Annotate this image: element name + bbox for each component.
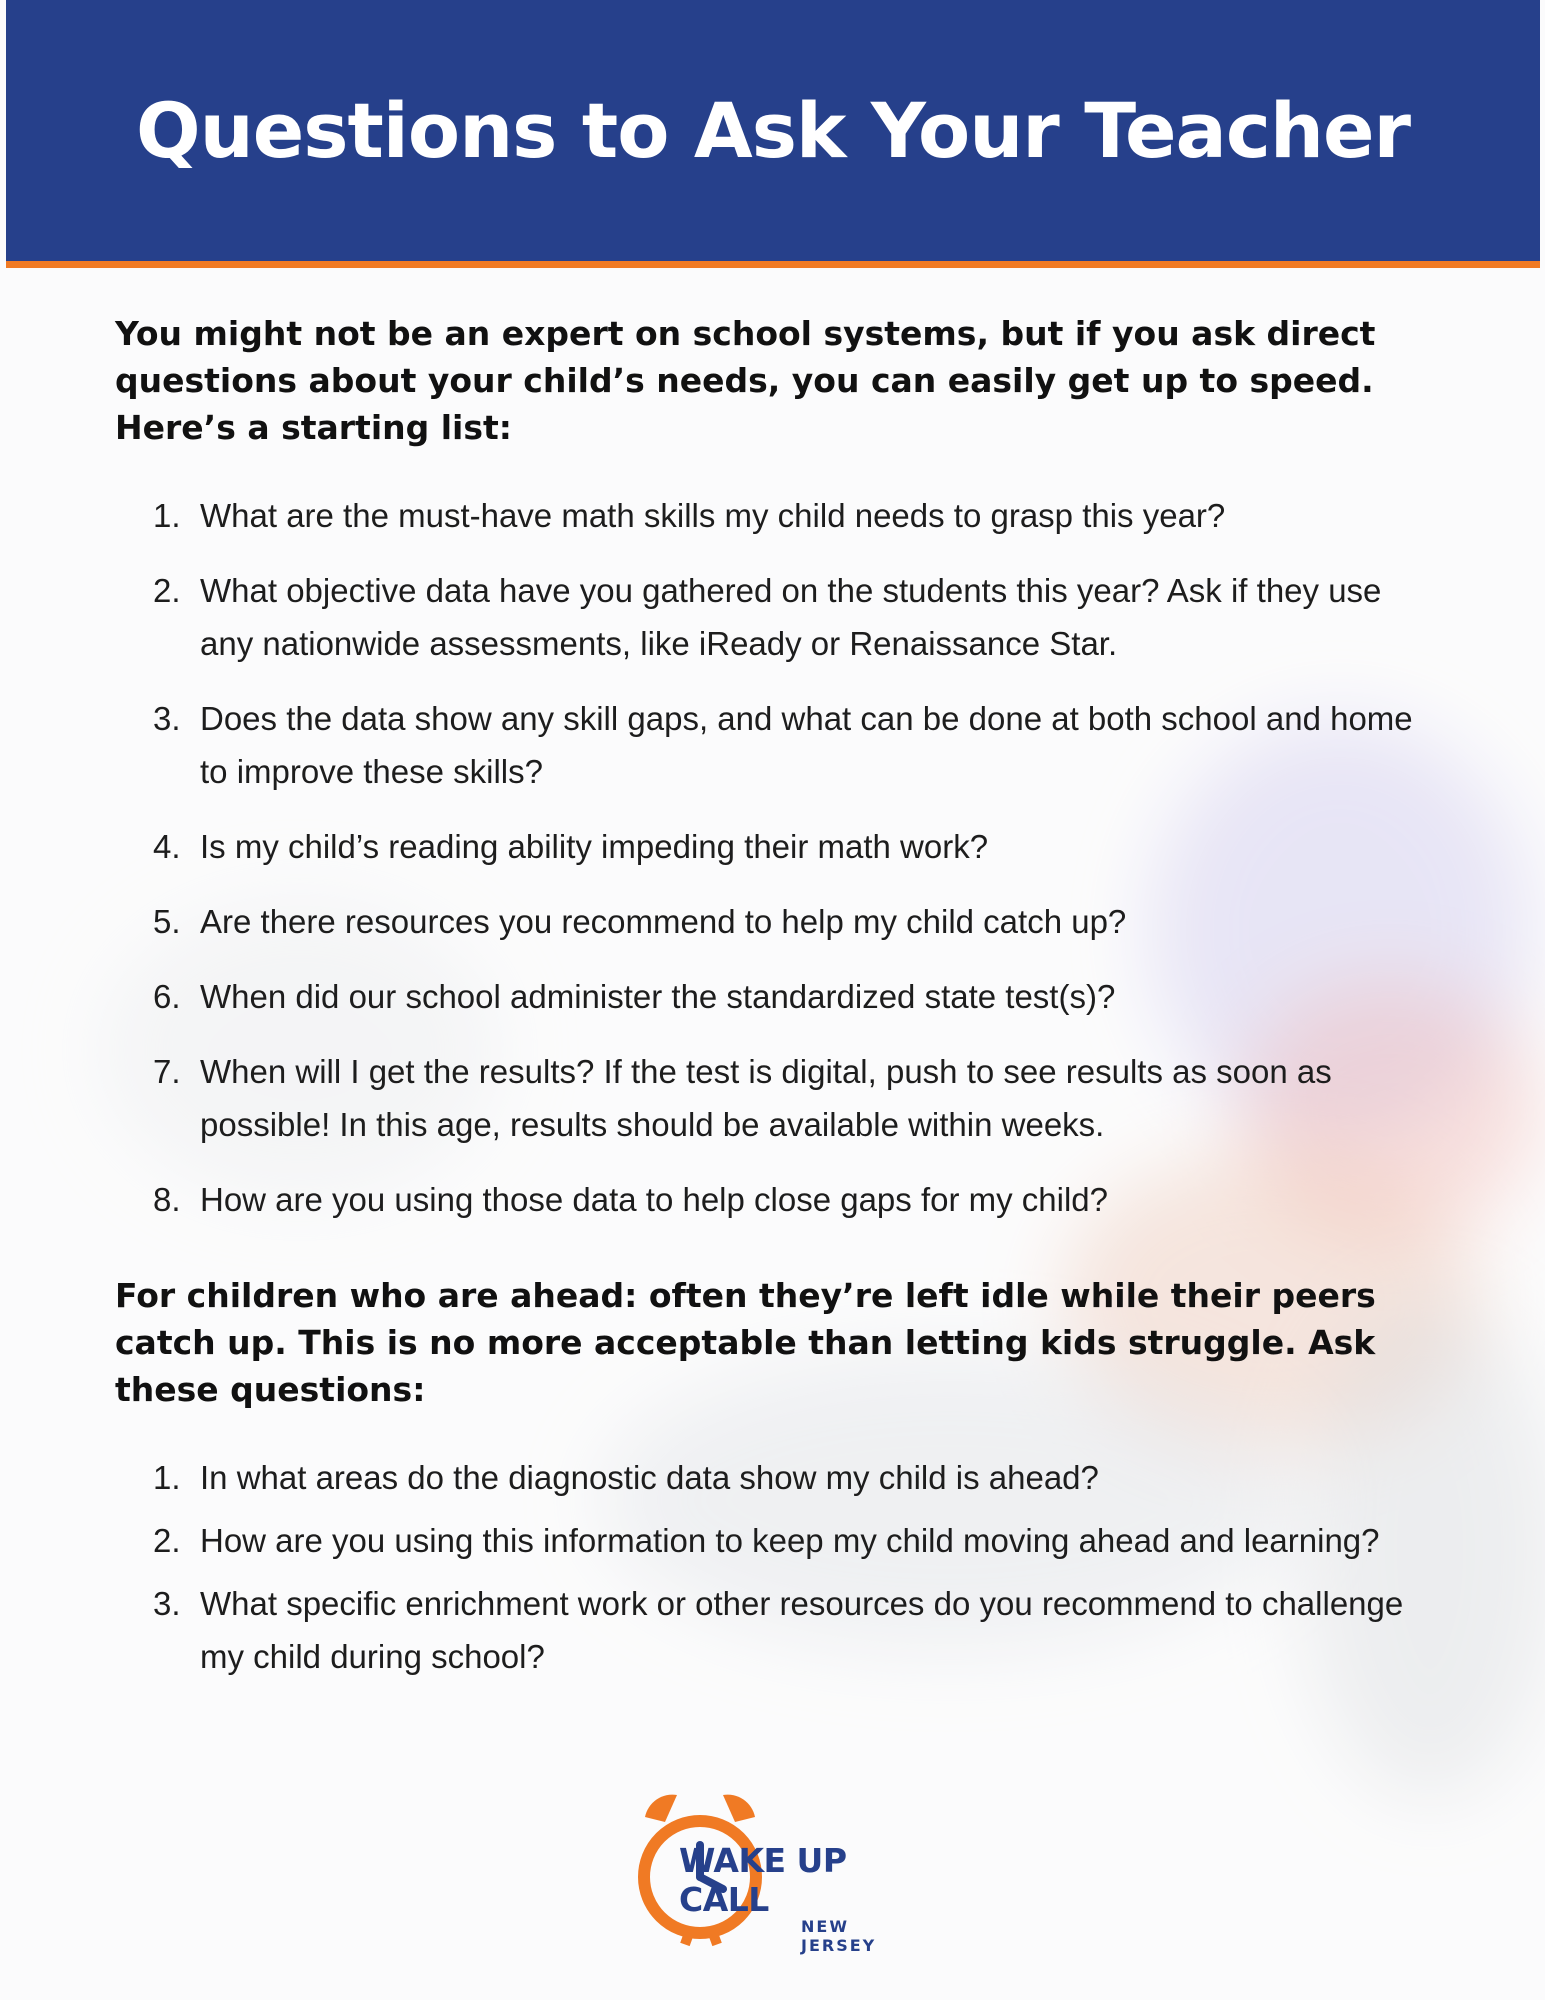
- intro-paragraph: You might not be an expert on school systems, but if you ask direct questions about your child’s needs, you can easily get up to speed. Here’s a starting list:: [115, 314, 1376, 447]
- list-item: [115, 1451, 1415, 1504]
- list-number: 1.: [153, 1459, 181, 1496]
- list-item: [115, 970, 1415, 1023]
- list-number: 2.: [153, 1522, 181, 1559]
- list-item: [115, 1045, 1415, 1151]
- list-text: Does the data show any skill gaps, and what can be done at both school and home to improve these skills?: [200, 700, 1413, 790]
- list-text: In what areas do the diagnostic data show my child is ahead?: [200, 1459, 1099, 1496]
- list-item: [115, 820, 1415, 873]
- list-number: 7.: [153, 1053, 181, 1090]
- list-text: Is my child’s reading ability impeding their math work?: [200, 828, 989, 865]
- ahead-intro-paragraph: For children who are ahead: often they’re left idle while their peers catch up. This is no more acceptable than letting kids struggle. Ask these questions:: [115, 1276, 1376, 1409]
- ahead-question-list: [115, 1451, 1415, 1683]
- title-banner: [6, 0, 1540, 268]
- logo-title: WAKE UP CALL: [679, 1841, 847, 1919]
- list-item: [115, 1577, 1415, 1683]
- list-number: 6.: [153, 978, 181, 1015]
- list-text: When will I get the results? If the test is digital, push to see results as soon as possible! In this age, results should be available within weeks.: [200, 1053, 1332, 1143]
- list-number: 8.: [153, 1181, 181, 1218]
- list-item: [115, 564, 1415, 670]
- question-list: [115, 489, 1415, 1226]
- page-title: Questions to Ask Your Teacher: [135, 86, 1411, 175]
- list-number: 3.: [153, 1585, 181, 1622]
- list-text: How are you using those data to help close gaps for my child?: [200, 1181, 1109, 1218]
- list-text: Are there resources you recommend to help my child catch up?: [200, 903, 1127, 940]
- list-item: [115, 1514, 1415, 1567]
- logo-wordmark: [679, 1841, 925, 1955]
- list-text: When did our school administer the standardized state test(s)?: [200, 978, 1116, 1015]
- list-number: 4.: [153, 828, 181, 865]
- list-item: [115, 1173, 1415, 1226]
- list-number: 3.: [153, 700, 181, 737]
- list-number: 2.: [153, 572, 181, 609]
- list-text: What specific enrichment work or other resources do you recommend to challenge my child during school?: [200, 1585, 1404, 1675]
- list-item: [115, 895, 1415, 948]
- list-item: [115, 489, 1415, 542]
- main-content: [115, 310, 1415, 1693]
- logo-subtitle: NEW JERSEY: [801, 1917, 877, 1955]
- list-number: 1.: [153, 497, 181, 534]
- list-text: How are you using this information to keep my child moving ahead and learning?: [200, 1522, 1380, 1559]
- list-text: What objective data have you gathered on the students this year? Ask if they use any nationwide assessments, like iReady or Renaissance Star.: [200, 572, 1382, 662]
- list-text: What are the must-have math skills my child needs to grasp this year?: [200, 497, 1226, 534]
- list-item: [115, 692, 1415, 798]
- list-number: 5.: [153, 903, 181, 940]
- wake-up-call-logo: [625, 1777, 925, 1957]
